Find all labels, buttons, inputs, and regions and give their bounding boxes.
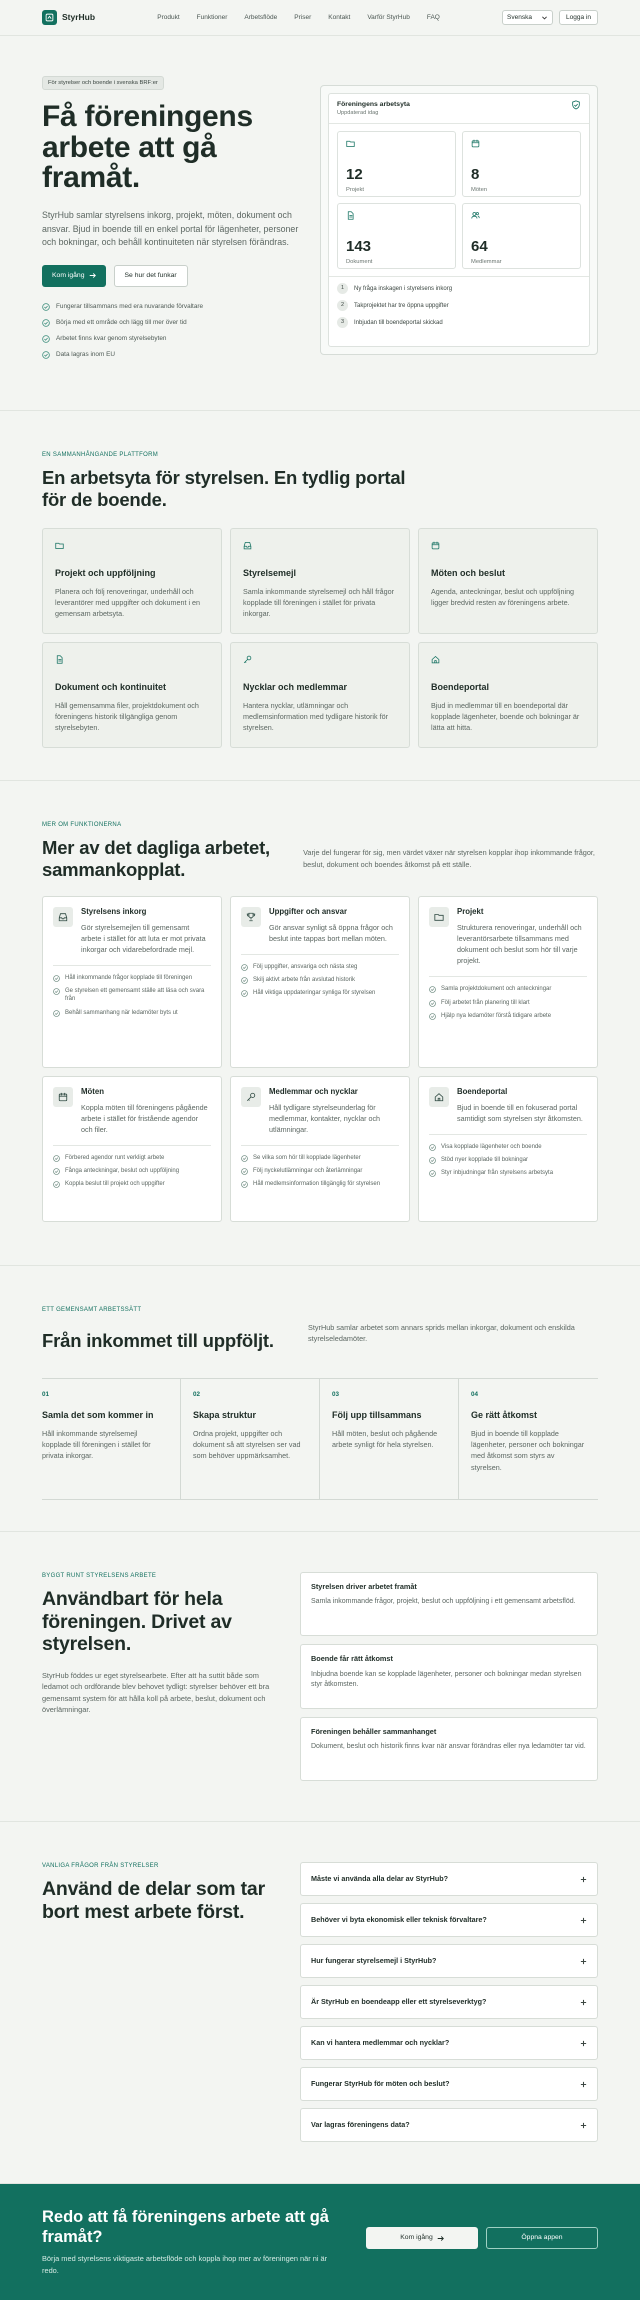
feature-item-text: Ge styrelsen ett gemensamt ställe att läsa och svara från [65, 988, 205, 1003]
feature-item [241, 976, 399, 984]
card-title: Nycklar och medlemmar [243, 682, 348, 693]
nav-link-kontakt[interactable]: Kontakt [328, 13, 351, 21]
nav-link-produkt[interactable]: Produkt [157, 13, 180, 21]
card-text: Bjud in medlemmar till en boendeportal där kopplade lägenheter, boende och bokningar är lätta att hitta. [431, 700, 580, 733]
nav-link-arbetsflode[interactable]: Arbetsflöde [244, 13, 278, 21]
folder-icon [346, 139, 355, 148]
language-value: Svenska [507, 13, 532, 21]
feature-text: Gör styrelsemejlen till gemensamt arbete i stället för att luta er mot privata inkorgar och vidarebefordrade mejl. [81, 922, 206, 955]
nav-link-funktioner[interactable]: Funktioner [196, 13, 228, 21]
workflow-step [320, 1379, 459, 1499]
trophy-icon [241, 907, 261, 927]
step-number: 01 [42, 1390, 50, 1398]
feature-text: Koppla möten till föreningens pågående arbete i stället för fristående agendor och filer. [81, 1102, 208, 1135]
stat-label: Dokument [346, 258, 373, 265]
feature-text: Gör ansvar synligt så öppna frågor och beslut inte tappas bort mellan möten. [269, 922, 393, 943]
dashboard-subtitle: Uppdaterad idag [337, 109, 379, 116]
built-section [0, 1532, 640, 1822]
feature-item [241, 1180, 399, 1188]
plus-icon [580, 2122, 587, 2129]
platform-card-portal [418, 642, 598, 748]
card-text: Håll gemensamma filer, projektdokument och föreningens historik tillgängliga genom styrelsebyten. [55, 700, 199, 733]
stat-value: 8 [471, 165, 480, 183]
document-icon [346, 211, 355, 220]
cta-text: Börja med styrelsens viktigaste arbetsflöde och koppla ihop mer av föreningen när ni är redo. [42, 2254, 328, 2275]
check-text: Börja med ett område och lägg till mer över tid [56, 318, 187, 326]
activity-text: Takprojektet har tre öppna uppgifter [354, 302, 449, 309]
cta-title: Redo att få föreningens arbete att gå framåt? [42, 2207, 329, 2246]
faq-section [0, 1822, 640, 2184]
built-card-title: Styrelsen driver arbetet framåt [311, 1582, 417, 1591]
feature-title: Medlemmar och nycklar [269, 1086, 358, 1096]
feature-item [53, 1154, 211, 1162]
workflow-step [42, 1379, 181, 1499]
check-item [42, 303, 310, 312]
faq-title: Använd de delar som tar bort mest arbete först. [42, 1878, 265, 1923]
stat-value: 64 [471, 237, 488, 255]
platform-card-keys [230, 642, 410, 748]
check-text: Fungerar tillsammans med era nuvarande förvaltare [56, 302, 204, 310]
check-circle-icon [429, 1000, 436, 1007]
faq-eyebrow: VANLIGA FRÅGOR FRÅN STYRELSER [42, 1863, 159, 1869]
step-text: Bjud in boende till kopplade lägenheter, personer och bokningar med åtkomst som styrs av styrelsen. [471, 1429, 585, 1472]
faq-question: Kan vi hantera medlemmar och nycklar? [311, 2037, 450, 2047]
feature-card-projects [418, 896, 598, 1068]
activity-text: Ny fråga inskagen i styrelsens inkorg [354, 285, 453, 292]
check-circle-icon [53, 988, 60, 995]
feature-item-text: Hjälp nya ledamöter förstå tidigare arbete [441, 1012, 552, 1019]
hero-title: Få föreningens arbete att gå framåt. [42, 100, 253, 195]
feature-item [53, 1180, 211, 1188]
faq-question: Måste vi använda alla delar av StyrHub? [311, 1873, 449, 1883]
built-card-text: Dokument, beslut och historik finns kvar när ansvar förändras eller nya ledamöter tar vid. [311, 1742, 586, 1750]
check-circle-icon [42, 319, 50, 327]
stat-label: Medlemmar [471, 258, 502, 265]
platform-title: En arbetsyta för styrelsen. En tydlig portal för de boende. [42, 467, 406, 510]
features-section [0, 781, 640, 1266]
brand-name: StyrHub [62, 11, 96, 22]
arrow-right-icon [89, 272, 96, 279]
key-icon [243, 655, 252, 664]
feature-item-text: Samla projektdokument och anteckningar [441, 986, 552, 993]
activity-number: 3 [337, 317, 348, 328]
folder-icon [55, 541, 64, 550]
check-circle-icon [53, 1168, 60, 1175]
step-number: 02 [193, 1390, 201, 1398]
check-circle-icon [241, 990, 248, 997]
feature-text: Strukturera renoveringar, underhåll och leverantörsarbete tillsammans med dokument och beslut som hör till varje projekt. [457, 922, 582, 966]
feature-item [429, 1169, 587, 1177]
features-eyebrow: MER OM FUNKTIONERNA [42, 822, 122, 828]
chevron-down-icon [541, 14, 548, 21]
stat-card-meetings[interactable] [462, 131, 581, 197]
feature-item-text: Skilj aktivt arbete från avslutad historik [253, 977, 356, 984]
feature-item-text: Följ nyckelutlämningar och återlämningar [253, 1168, 363, 1175]
cta-section [0, 2184, 640, 2300]
built-card-title: Boende får rätt åtkomst [311, 1654, 393, 1664]
login-button[interactable]: Logga in [559, 10, 598, 25]
check-circle-icon [241, 1168, 248, 1175]
built-lead: StyrHub föddes ur eget styrelsearbete. Efter att ha suttit både som ledamot och ordförande blev behovet tydligt: styrelser behöver ett bra gemensamt system för att hålla koll på arbete, beslut, dokument och överlämningar. [42, 1670, 270, 1715]
plus-icon [580, 2081, 587, 2088]
stat-card-members[interactable] [462, 203, 581, 269]
see-how-button[interactable]: Se hur det funkar [114, 265, 188, 287]
cta-get-started-label: Kom igång [400, 2234, 433, 2242]
feature-title: Styrelsens inkorg [81, 906, 147, 916]
nav-links [157, 13, 440, 22]
card-text: Samla inkommande styrelsemejl och håll frågor kopplade till föreningen i stället för privata inkorgar. [243, 586, 395, 619]
nav-link-varfor[interactable]: Varför StyrHub [367, 13, 410, 21]
step-number: 03 [332, 1390, 340, 1398]
brand[interactable] [42, 10, 95, 25]
faq-item[interactable] [300, 1985, 598, 2019]
feature-item [53, 1167, 211, 1175]
workflow-step [181, 1379, 320, 1499]
card-text: Planera och följ renoveringar, underhåll och leverantörer med uppgifter och dokument i en gemensam arbetsyta. [55, 586, 201, 619]
dashboard-title: Föreningens arbetsyta [337, 101, 410, 108]
get-started-button[interactable] [42, 265, 106, 287]
faq-question: Var lagras föreningens data? [311, 2119, 410, 2129]
get-started-label: Kom igång [52, 272, 85, 279]
plus-icon [580, 1876, 587, 1883]
step-text: Håll inkommande styrelsemejl kopplade till föreningen i stället för privata inkorgar. [42, 1429, 151, 1461]
built-card-text: Samla inkommande frågor, projekt, beslut och uppföljning i ett gemensamt arbetsflöd. [311, 1598, 576, 1606]
feature-item-text: Koppla beslut till projekt och uppgifter [65, 1181, 165, 1188]
step-title: Ge rätt åtkomst [471, 1410, 538, 1421]
faq-item[interactable] [300, 1903, 598, 1937]
language-select[interactable] [502, 10, 553, 25]
step-title: Skapa struktur [193, 1410, 257, 1421]
stat-card-projects[interactable] [337, 131, 456, 197]
feature-item [241, 1167, 399, 1175]
feature-item-text: Följ uppgifter, ansvariga och nästa steg [253, 964, 358, 971]
platform-card-documents [42, 642, 222, 748]
faq-item[interactable] [300, 2108, 598, 2142]
step-text: Håll möten, beslut och pågående arbete synligt för hela styrelsen. [332, 1429, 438, 1450]
faq-item[interactable] [300, 2026, 598, 2060]
plus-icon [580, 2040, 587, 2047]
home-icon [431, 655, 440, 664]
stat-label: Möten [471, 186, 488, 193]
feature-title: Uppgifter och ansvar [269, 906, 347, 916]
check-circle-icon [429, 1144, 436, 1151]
check-circle-icon [429, 1013, 436, 1020]
nav-link-priser[interactable]: Priser [294, 13, 312, 21]
built-eyebrow: BYGGT RUNT STYRELSENS ARBETE [42, 1573, 157, 1579]
built-card [300, 1717, 598, 1781]
activity-number: 2 [337, 300, 348, 311]
platform-eyebrow: EN SAMMANHÅNGANDE PLATTFORM [42, 452, 158, 458]
platform-card-mail [230, 528, 410, 634]
calendar-icon [471, 139, 480, 148]
check-circle-icon [53, 1181, 60, 1188]
feature-item [53, 974, 211, 982]
workflow-step [459, 1379, 598, 1499]
workflow-section [0, 1266, 640, 1532]
check-circle-icon [241, 964, 248, 971]
check-circle-icon [241, 1155, 248, 1162]
check-item [42, 319, 310, 328]
hero-checklist [42, 303, 310, 360]
hero-pill: För styrelser och boende i svenska BRF:er [42, 76, 164, 90]
plus-icon [580, 1917, 587, 1924]
built-card [300, 1644, 598, 1708]
check-item [42, 335, 310, 344]
card-title: Styrelsemejl [243, 568, 297, 579]
feature-title: Möten [81, 1086, 104, 1096]
platform-section [0, 411, 640, 781]
check-text: Arbetet finns kvar genom styrelsebyten [56, 334, 167, 342]
activity-text: Inbjudan till boendeportal skickad [354, 319, 443, 326]
activity-number: 1 [337, 283, 348, 294]
feature-title: Projekt [457, 906, 484, 916]
feature-item [429, 985, 587, 993]
feature-item [429, 1143, 587, 1151]
dashboard-preview [320, 85, 598, 355]
plus-icon [580, 1958, 587, 1965]
card-title: Möten och beslut [431, 568, 505, 579]
feature-item-text: Fånga anteckningar, beslut och uppföljning [65, 1168, 180, 1175]
logo-icon [42, 10, 57, 25]
feature-item [53, 1009, 211, 1017]
inbox-icon [243, 541, 252, 550]
card-text: Hantera nycklar, utlämningar och medlemsinformation med tydligare historik för styrelsen. [243, 700, 389, 733]
check-circle-icon [429, 1170, 436, 1177]
feature-item-text: Styr inbjudningar från styrelsens arbetsyta [441, 1170, 554, 1177]
faq-question: Behöver vi byta ekonomisk eller teknisk förvaltare? [311, 1914, 487, 1924]
hero-lead: StyrHub samlar styrelsens inkorg, projekt, möten, dokument och ansvar. Bjud in boende till en enkel portal för lägenheter, personer och bokningar, och behåll kontinuiteten när styrelsen förändras. [42, 209, 299, 248]
feature-card-portal [418, 1076, 598, 1222]
feature-text: Bjud in boende till en fokuserad portal samtidigt som styrelsen styr åtkomsten. [457, 1102, 583, 1123]
key-icon [241, 1087, 261, 1107]
feature-item-text: Se vilka som hör till kopplade lägenheter [253, 1155, 361, 1162]
step-title: Följ upp tillsammans [332, 1410, 422, 1421]
card-title: Dokument och kontinuitet [55, 682, 166, 693]
card-title: Boendeportal [431, 682, 490, 693]
feature-item [241, 963, 399, 971]
check-circle-icon [53, 1010, 60, 1017]
faq-item[interactable] [300, 1944, 598, 1978]
inbox-icon [53, 907, 73, 927]
feature-text: Håll tydligare styrelseunderlag för medlemmar, kontakter, nycklar och utlämningar. [269, 1102, 381, 1135]
platform-card-meetings [418, 528, 598, 634]
cta-get-started-button[interactable] [366, 2227, 478, 2249]
check-circle-icon [429, 1157, 436, 1164]
feature-item [429, 1156, 587, 1164]
stat-label: Projekt [346, 186, 365, 193]
built-card-text: Inbjudna boende kan se kopplade lägenheter, personer och bokningar medan styrelsen styr åtkomsten. [311, 1670, 582, 1689]
feature-item [429, 999, 587, 1007]
feature-item-text: Behåll sammanhang när ledamöter byts ut [65, 1009, 178, 1016]
check-circle-icon [42, 303, 50, 311]
stat-value: 12 [346, 165, 363, 183]
calendar-icon [53, 1087, 73, 1107]
step-title: Samla det som kommer in [42, 1410, 154, 1421]
check-circle-icon [42, 351, 50, 359]
built-title: Användbart för hela föreningen. Drivet av styrelsen. [42, 1588, 232, 1656]
feature-item-text: Följ arbetet från planering till klart [441, 999, 530, 1006]
workflow-title: Från inkommet till uppföljt. [42, 1330, 274, 1352]
features-title: Mer av det dagliga arbetet, sammankopplat. [42, 837, 270, 880]
activity-item[interactable] [337, 317, 581, 328]
document-icon [55, 655, 64, 664]
feature-item-text: Visa kopplade lägenheter och boende [441, 1144, 542, 1151]
step-number: 04 [471, 1390, 479, 1398]
plus-icon [580, 1999, 587, 2006]
feature-card-tasks [230, 896, 410, 1068]
card-title: Projekt och uppföljning [55, 568, 156, 579]
feature-item-text: Stöd nyer kopplade till bokningar [441, 1157, 529, 1164]
shield-check-icon [571, 100, 581, 110]
check-circle-icon [53, 975, 60, 982]
stat-value: 143 [346, 237, 372, 255]
activity-item[interactable] [337, 283, 581, 294]
check-circle-icon [42, 335, 50, 343]
feature-item-text: Håll medlemsinformation tillgänglig för styrelsen [253, 1181, 381, 1188]
workflow-intro: StyrHub samlar arbetet som annars sprids mellan inkorgar, dokument och enskilda styrelseledamöter. [308, 1322, 575, 1344]
top-nav [0, 0, 640, 36]
faq-question: Fungerar StyrHub för möten och beslut? [311, 2078, 450, 2088]
platform-card-projects [42, 528, 222, 634]
open-app-button[interactable]: Öppna appen [486, 2227, 598, 2249]
faq-question: Hur fungerar styrelsemejl i StyrHub? [311, 1955, 437, 1965]
check-item [42, 351, 310, 360]
faq-item[interactable] [300, 2067, 598, 2101]
feature-item [241, 1154, 399, 1162]
features-intro: Varje del fungerar för sig, men värdet växer när styrelsen kopplar ihop inkommande frågor, beslut, dokument och boendes åtkomst på ett ställe. [303, 848, 595, 869]
workflow-eyebrow: ETT GEMENSAMT ARBETSSÄTT [42, 1307, 142, 1313]
feature-title: Boendeportal [457, 1086, 508, 1096]
check-circle-icon [241, 1181, 248, 1188]
feature-item-text: Håll viktiga uppdateringar synliga för styrelsen [253, 990, 376, 997]
feature-item-text: Håll inkommande frågor kopplade till föreningen [65, 975, 193, 982]
built-card [300, 1572, 598, 1636]
activity-item[interactable] [337, 300, 581, 311]
check-circle-icon [53, 1155, 60, 1162]
faq-item[interactable] [300, 1862, 598, 1896]
folder-icon [429, 907, 449, 927]
feature-item-text: Förbered agendor runt verkligt arbete [65, 1155, 165, 1162]
activity-list [329, 276, 589, 334]
feature-item [53, 987, 211, 1003]
feature-card-members [230, 1076, 410, 1222]
users-icon [471, 211, 480, 220]
arrow-right-icon [437, 2235, 444, 2242]
feature-item [241, 989, 399, 997]
stat-card-documents[interactable] [337, 203, 456, 269]
check-circle-icon [429, 986, 436, 993]
hero-section [0, 36, 640, 411]
feature-card-meetings [42, 1076, 222, 1222]
faq-question: Är StyrHub en boendeapp eller ett styrelseverktyg? [311, 1996, 487, 2006]
check-text: Data lagras inom EU [56, 350, 115, 358]
calendar-icon [431, 541, 440, 550]
card-text: Agenda, anteckningar, beslut och uppföljning ligger bredvid resten av föreningens arbete. [431, 586, 575, 607]
check-circle-icon [241, 977, 248, 984]
feature-item [429, 1012, 587, 1020]
home-icon [429, 1087, 449, 1107]
nav-link-faq[interactable]: FAQ [426, 13, 440, 21]
feature-card-inbox [42, 896, 222, 1068]
step-text: Ordna projekt, uppgifter och dokument så att styrelsen ser vad som behöver uppmärksamhet. [193, 1429, 301, 1461]
built-card-title: Föreningen behåller sammanhanget [311, 1726, 437, 1736]
